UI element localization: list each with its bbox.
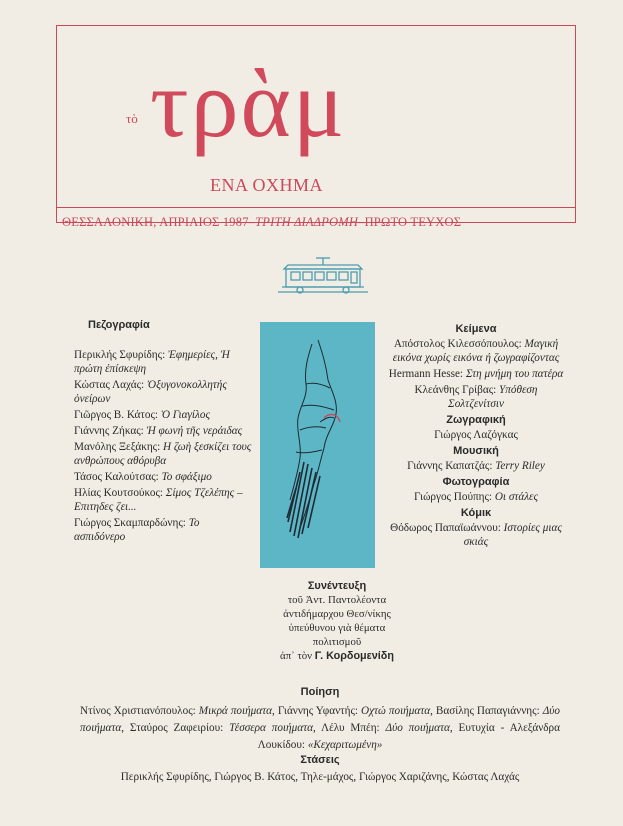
issue-number: –ΠΡΩΤΟ ΤΕΥΧΟΣ: [358, 215, 462, 229]
entry-title: Η ζωὴ ξεσκίζει τους ανθρώπους αθόρυβα: [74, 441, 252, 467]
poem-title: Δύο ποιήματα: [385, 722, 450, 734]
contents-entry: [74, 486, 252, 514]
interview-line-4: πολιτισμοῦ: [312, 636, 362, 648]
stances-list: Περικλής Σφυρίδης, Γιώργος Β. Κάτος, Τηλε-μάχος, Γιώργος Χαριζάνης, Κώστας Λαχάς: [120, 771, 520, 783]
prose-list: [74, 348, 252, 544]
poem-title: Τέσσερα ποιήματα: [229, 722, 313, 734]
issue-place-date: ΘΕΣΣΑΛΟΝΙΚΗ, ΑΠΡΙΛΙΟΣ 1987–: [62, 215, 256, 229]
entry-author: Απόστολος Κιλεσσόπουλος:: [393, 338, 522, 350]
figure-sketch: [260, 322, 375, 568]
interview-by: ἀπ᾽ τὸν: [280, 650, 313, 662]
contents-entry: [74, 378, 252, 406]
music-list: [386, 459, 566, 473]
contents-entry: [74, 424, 252, 438]
entry-author: Γιῶργος Β. Κάτος:: [74, 409, 159, 421]
prose-heading: Πεζογραφία: [88, 319, 150, 331]
poetry-heading: Ποίηση: [300, 686, 340, 698]
entry-title: Στη μνήμη του πατέρα: [465, 368, 564, 380]
texts-heading: Κείμενα: [455, 323, 497, 335]
interviewer-name: Γ. Κορδομενίδη: [314, 650, 394, 662]
entry-title: Ιστορίες μιας σκιάς: [463, 522, 562, 548]
right-sections: [386, 320, 566, 551]
prose-section: [74, 318, 252, 546]
interview-byline: [262, 649, 412, 663]
comic-list: [386, 521, 566, 549]
poem-title: «Κεχαριτωμένη»: [307, 739, 383, 751]
poet-name: Ντίνος Χριστιανόπουλος:: [80, 705, 199, 717]
contents-entry: [386, 367, 566, 381]
entry-author: Γιώργος Λαζόγκας: [434, 429, 518, 441]
contents-entry: [386, 428, 566, 442]
poet-name: , Ευτυχία - Αλεξάνδρα Λουκίδου:: [257, 722, 560, 751]
masthead-divider: [56, 207, 576, 208]
entry-author: Γιώργος Σκαμπαρδώνης:: [74, 517, 186, 529]
contents-entry: [74, 348, 252, 376]
interview-heading: Συνέντευξη: [307, 580, 367, 592]
interview-line-3: ὑπεύθυνου γιὰ θέματα: [288, 622, 386, 634]
entry-title: Οι στάλες: [494, 491, 538, 503]
contents-entry: [74, 408, 252, 422]
entry-author: Γιώργος Πούπης:: [413, 491, 493, 503]
poet-name: , Γιάννης Υφαντής:: [272, 705, 362, 717]
entry-title: Μαγική εικόνα χωρίς εικόνα ή ζωγραφίζοντας: [392, 338, 560, 364]
texts-list: [386, 337, 566, 411]
photography-list: [386, 490, 566, 504]
interview-line-2: ἀντιδήμαρχου Θεσ/νίκης: [283, 608, 391, 620]
tram-icon: [276, 256, 370, 296]
magazine-title: τρὰμ: [150, 50, 347, 157]
entry-author: Τάσος Καλούτσας:: [74, 471, 159, 483]
poet-name: , Βασίλης Παπαγιάννης:: [430, 705, 543, 717]
entry-author: Θόδωρος Παπαϊωάννου:: [390, 522, 501, 534]
entry-title: Ἐφημερίες, Ἡ πρώτη ἐπίσκεψη: [74, 349, 230, 375]
entry-title: Ὀξυγονοκολλητής ὀνείρων: [74, 379, 227, 405]
poet-name: , Λέλυ Μπέη:: [312, 722, 386, 734]
contents-entry: [386, 383, 566, 411]
contents-entry: [386, 337, 566, 365]
poem-title: Οχτώ ποιήματα: [361, 705, 431, 717]
contents-entry: [386, 521, 566, 549]
entry-title: Το σφάξιμο: [161, 471, 212, 483]
comic-heading: Κόμικ: [460, 507, 492, 519]
contents-entry: [74, 470, 252, 484]
contents-entry: [74, 440, 252, 468]
stances-section: [80, 752, 560, 786]
entry-author: Μανόλης Ξεξάκης:: [74, 441, 161, 453]
entry-title: Σίμος Τζελέπης – Επιτηδες ζει...: [74, 487, 243, 513]
entry-author: Hermann Hesse:: [388, 368, 464, 380]
magazine-subtitle: ΕΝΑ ΟΧΗΜΑ: [210, 175, 324, 195]
entry-title: Terry Riley: [495, 460, 545, 472]
painting-heading: Ζωγραφική: [446, 414, 506, 426]
entry-title: Ἡ φωνή τῆς νεράιδας: [146, 425, 243, 437]
entry-title: Ὁ Γιαγίλος: [160, 409, 211, 421]
entry-author: Κλεάνθης Γρίβας:: [414, 384, 497, 396]
issue-line: [62, 215, 572, 230]
photography-heading: Φωτογραφία: [442, 476, 510, 488]
poem-title: Μικρά ποιήματα: [198, 705, 273, 717]
entry-author: Κώστας Λαχάς:: [74, 379, 145, 391]
poem-title: Δύο ποιήματα: [80, 705, 560, 734]
entry-title: Υπόθεση Σολτζενίτσιν: [448, 384, 538, 410]
music-heading: Μουσική: [453, 445, 499, 457]
interview-section: [262, 579, 412, 663]
entry-author: Γιάννης Καπατζάς:: [407, 460, 493, 472]
poetry-section: [80, 684, 560, 754]
entry-author: Ηλίας Κουτσούκος:: [74, 487, 163, 499]
entry-author: Περικλής Σφυρίδης:: [74, 349, 166, 361]
contents-entry: [74, 516, 252, 544]
title-article: τὸ: [126, 111, 138, 126]
poetry-list: [80, 703, 560, 754]
stances-heading: Στάσεις: [300, 754, 340, 766]
contents-entry: [386, 490, 566, 504]
interview-line-1: τοῦ Ἀντ. Παντολέοντα: [287, 594, 387, 606]
issue-route: ΤΡΙΤΗ ΔΙΑΔΡΟΜΗ: [255, 215, 359, 229]
contents-entry: [386, 459, 566, 473]
entry-author: Γιάννης Ζήκας:: [74, 425, 144, 437]
entry-title: Το ασπιδόνερο: [74, 517, 200, 543]
painting-list: [386, 428, 566, 442]
poet-name: , Σταύρος Ζαφειρίου:: [121, 722, 230, 734]
